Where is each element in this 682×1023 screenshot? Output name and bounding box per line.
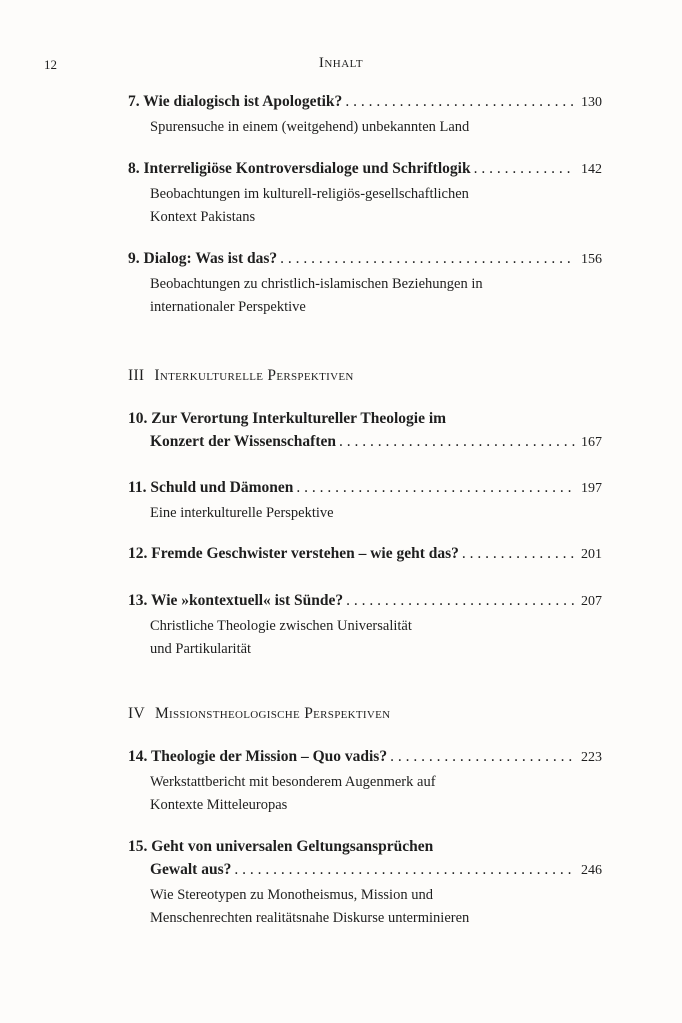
entry-subtitle: Wie Stereotypen zu Monotheismus, Mission und	[150, 887, 433, 903]
section-title: Interkulturelle Perspektiven	[154, 367, 354, 384]
entry-title-continued: Gewalt aus?	[150, 861, 232, 878]
entry-page: 167	[581, 435, 602, 450]
entry-subtitle: internationaler Perspektive	[150, 299, 306, 315]
entry-title: 7. Wie dialogisch ist Apologetik?	[128, 93, 343, 110]
toc-entry-7[interactable]	[128, 93, 602, 139]
running-head: Inhalt	[318, 55, 364, 71]
entry-subtitle: Kontext Pakistans	[150, 209, 256, 225]
toc-entry-15[interactable]	[128, 838, 602, 930]
leader-dots	[280, 250, 575, 268]
entry-page: 197	[581, 481, 602, 496]
entry-page: 142	[581, 162, 602, 177]
entry-title: 8. Interreligiöse Kontroversdialoge und Schriftlogik	[128, 160, 471, 177]
section-heading-iii	[128, 367, 354, 385]
toc-entry-10[interactable]	[128, 410, 602, 456]
section-title: Missionstheologische Perspektiven	[154, 705, 391, 722]
entry-page: 130	[581, 95, 602, 110]
entry-page: 246	[581, 863, 602, 878]
entry-title: 13. Wie »kontextuell« ist Sünde?	[128, 592, 344, 609]
entry-title: 9. Dialog: Was ist das?	[128, 250, 278, 267]
entry-title: 10. Zur Verortung Interkultureller Theologie im	[128, 410, 447, 427]
toc-entry-14[interactable]	[128, 748, 602, 817]
entry-page: 156	[581, 252, 602, 267]
section-heading-iv	[128, 705, 390, 723]
entry-page: 207	[581, 594, 602, 609]
leader-dots	[462, 545, 575, 563]
entry-subtitle: Spurensuche in einem (weitgehend) unbekannten Land	[150, 119, 470, 135]
entry-subtitle: Christliche Theologie zwischen Universalität	[150, 618, 412, 634]
leader-dots	[390, 748, 575, 766]
page-number: 12	[44, 57, 57, 72]
entry-subtitle: Beobachtungen im kulturell-religiös-gesellschaftlichen	[150, 186, 469, 202]
toc-entry-11[interactable]	[128, 479, 602, 525]
leader-dots	[339, 433, 575, 451]
section-numeral: IV	[128, 705, 145, 722]
entry-title: 15. Geht von universalen Geltungsansprüchen	[128, 838, 434, 855]
entry-page: 201	[581, 547, 602, 562]
toc-entry-13[interactable]	[128, 592, 602, 661]
entry-title: 11. Schuld und Dämonen	[128, 479, 294, 496]
entry-subtitle: Beobachtungen zu christlich-islamischen Beziehungen in	[150, 276, 483, 292]
entry-title: 12. Fremde Geschwister verstehen – wie geht das?	[128, 545, 459, 562]
entry-subtitle: Werkstattbericht mit besonderem Augenmerk auf	[150, 774, 436, 790]
entry-title-continued: Konzert der Wissenschaften	[150, 433, 336, 450]
entry-subtitle: Kontexte Mitteleuropas	[150, 797, 288, 813]
toc-entry-12[interactable]	[128, 545, 602, 568]
toc-entry-8[interactable]	[128, 160, 602, 229]
entry-subtitle: und Partikularität	[150, 641, 252, 657]
leader-dots	[296, 479, 575, 497]
entry-subtitle: Menschenrechten realitätsnahe Diskurse unterminieren	[150, 910, 470, 926]
entry-page: 223	[581, 750, 602, 765]
leader-dots	[234, 861, 575, 879]
entry-title: 14. Theologie der Mission – Quo vadis?	[128, 748, 388, 765]
entry-subtitle: Eine interkulturelle Perspektive	[150, 505, 334, 521]
leader-dots	[474, 160, 575, 178]
section-numeral: III	[128, 367, 145, 384]
leader-dots	[345, 93, 575, 111]
leader-dots	[346, 592, 575, 610]
toc-entry-9[interactable]	[128, 250, 602, 319]
